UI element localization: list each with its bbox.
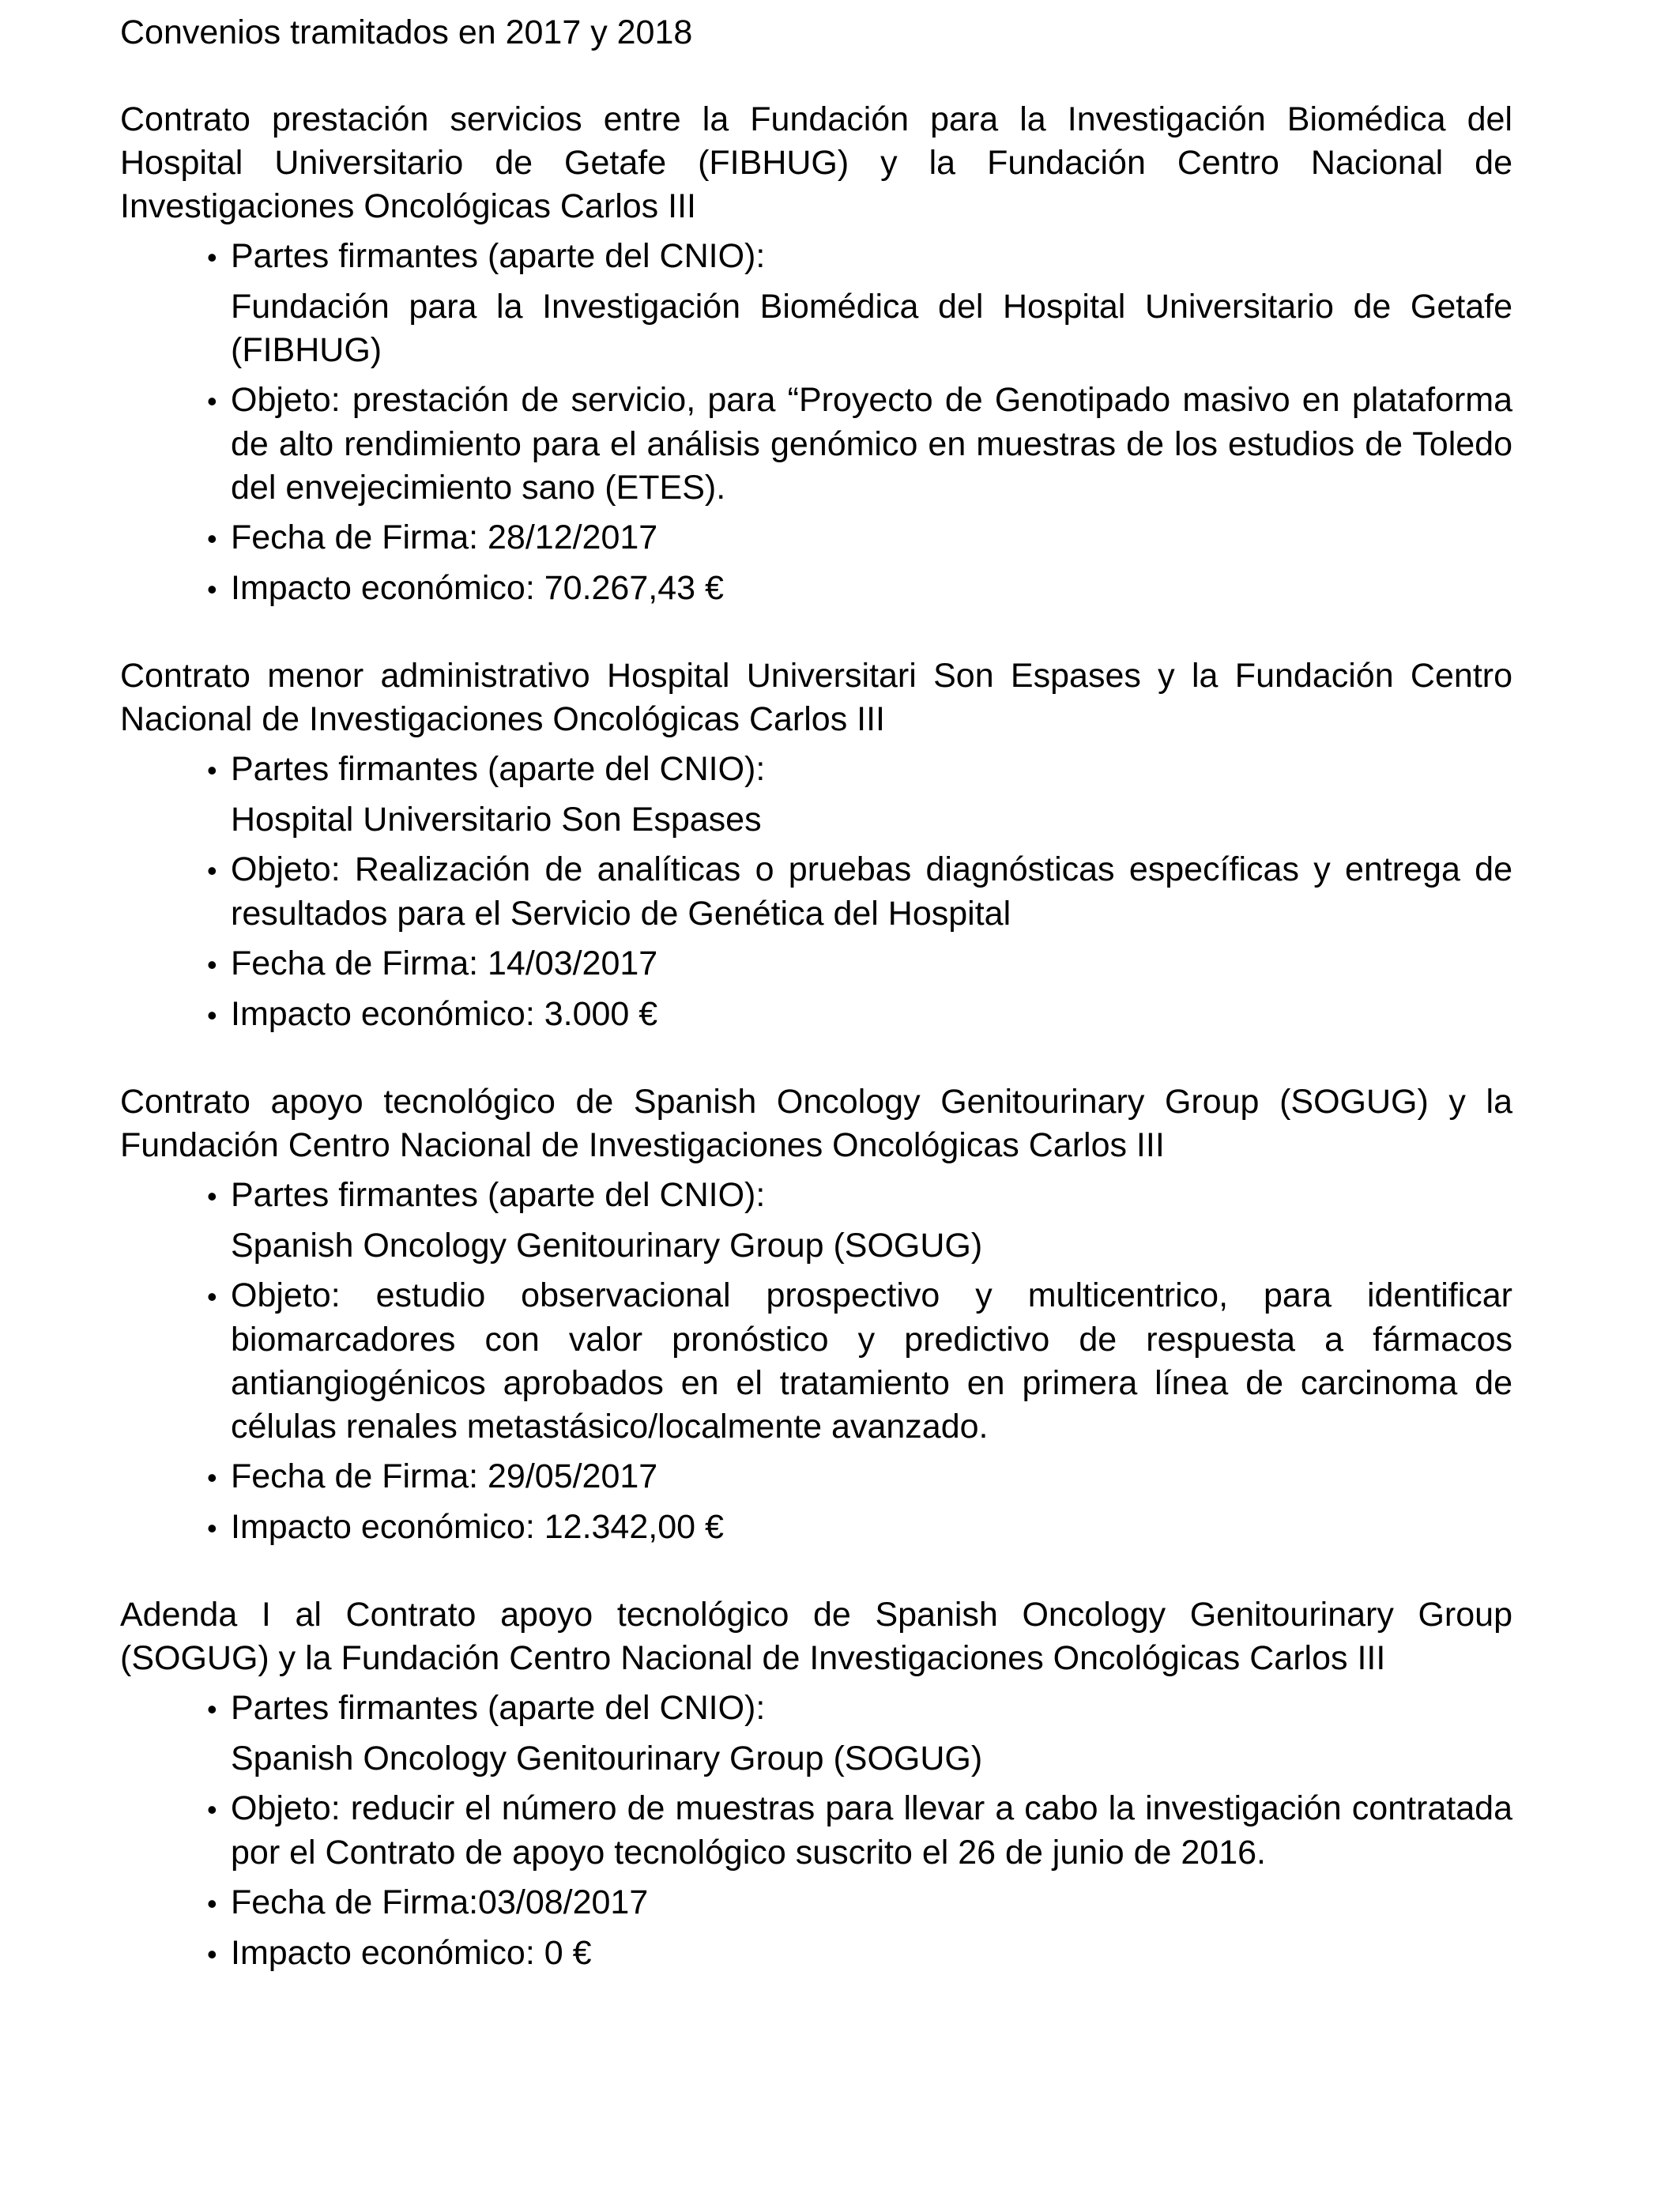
contract-heading: Contrato apoyo tecnológico de Spanish Oncology Genitourinary Group (SOGUG) y la Fundación Centro Nacional de Investigaciones Oncológicas Carlos III bbox=[120, 1083, 1512, 1164]
bullet-icon: • bbox=[207, 241, 217, 273]
bullet-icon: • bbox=[207, 1461, 217, 1494]
bullet-icon: • bbox=[207, 573, 217, 605]
date-item bbox=[120, 942, 1512, 986]
bullet-icon: • bbox=[207, 854, 217, 887]
object-text: Objeto: prestación de servicio, para “Proyecto de Genotipado masivo en plataforma de alto rendimiento para el análisis genómico en muestras de los estudios de Toledo del envejecimiento sano (ETES). bbox=[231, 381, 1512, 507]
signature-date: Fecha de Firma: 28/12/2017 bbox=[231, 518, 658, 556]
bullet-icon: • bbox=[207, 1887, 217, 1920]
contract-details-list bbox=[120, 1787, 1512, 1976]
contract-heading: Contrato menor administrativo Hospital Universitari Son Espases y la Fundación Centro Nacional de Investigaciones Oncológicas Carlos III bbox=[120, 657, 1512, 738]
economic-impact: Impacto económico: 12.342,00 € bbox=[231, 1508, 724, 1546]
contract-details-list bbox=[120, 748, 1512, 792]
parties-label: Partes firmantes (aparte del CNIO): bbox=[231, 1176, 766, 1214]
contract-section bbox=[120, 1593, 1512, 1976]
contract-heading: Adenda I al Contrato apoyo tecnológico de Spanish Oncology Genitourinary Group (SOGUG) y la Fundación Centro Nacional de Investigaciones Oncológicas Carlos III bbox=[120, 1596, 1512, 1677]
bullet-icon: • bbox=[207, 948, 217, 981]
contract-details-list bbox=[120, 1174, 1512, 1218]
document-title: Convenios tramitados en 2017 y 2018 bbox=[120, 13, 693, 51]
parties-item bbox=[120, 1174, 1512, 1218]
parties-label: Partes firmantes (aparte del CNIO): bbox=[231, 1689, 766, 1727]
bullet-icon: • bbox=[207, 1512, 217, 1544]
impact-item bbox=[120, 993, 1512, 1037]
parties-item bbox=[120, 748, 1512, 792]
date-item bbox=[120, 516, 1512, 560]
parties-item bbox=[120, 1687, 1512, 1731]
object-item bbox=[120, 848, 1512, 936]
economic-impact: Impacto económico: 0 € bbox=[231, 1934, 592, 1972]
parties-value: Spanish Oncology Genitourinary Group (SOGUG) bbox=[231, 1227, 983, 1265]
contract-details-list bbox=[120, 848, 1512, 1037]
object-item bbox=[120, 1274, 1512, 1449]
parties-label: Partes firmantes (aparte del CNIO): bbox=[231, 750, 766, 788]
bullet-icon: • bbox=[207, 1693, 217, 1725]
signature-date: Fecha de Firma: 29/05/2017 bbox=[231, 1457, 658, 1495]
contract-section bbox=[120, 98, 1512, 611]
contract-section bbox=[120, 654, 1512, 1037]
contract-section bbox=[120, 1080, 1512, 1550]
parties-value: Hospital Universitario Son Espases bbox=[231, 801, 762, 839]
contract-details-list bbox=[120, 1274, 1512, 1550]
signature-date: Fecha de Firma: 14/03/2017 bbox=[231, 944, 658, 982]
object-text: Objeto: estudio observacional prospectivo y multicentrico, para identificar biomarcadores con valor pronóstico y predictivo de respuesta a fármacos antiangiogénicos aprobados en el tratamiento en primera línea de carcinoma de células renales metastásico/localmente avanzado. bbox=[231, 1276, 1512, 1446]
document-page bbox=[120, 11, 1512, 2019]
date-item bbox=[120, 1455, 1512, 1499]
contract-details-list bbox=[120, 1687, 1512, 1731]
parties-value: Spanish Oncology Genitourinary Group (SOGUG) bbox=[231, 1740, 983, 1777]
economic-impact: Impacto económico: 3.000 € bbox=[231, 995, 658, 1033]
bullet-icon: • bbox=[207, 522, 217, 555]
contract-heading: Contrato prestación servicios entre la Fundación para la Investigación Biomédica del Hospital Universitario de Getafe (FIBHUG) y la Fundación Centro Nacional de Investigaciones Oncológicas Carlos III bbox=[120, 100, 1512, 225]
impact-item bbox=[120, 567, 1512, 611]
date-item bbox=[120, 1881, 1512, 1925]
bullet-icon: • bbox=[207, 999, 217, 1031]
object-text: Objeto: Realización de analíticas o pruebas diagnósticas específicas y entrega de resultados para el Servicio de Genética del Hospital bbox=[231, 850, 1512, 933]
bullet-icon: • bbox=[207, 1280, 217, 1313]
parties-label: Partes firmantes (aparte del CNIO): bbox=[231, 237, 766, 275]
bullet-icon: • bbox=[207, 754, 217, 786]
bullet-icon: • bbox=[207, 1180, 217, 1212]
object-text: Objeto: reducir el número de muestras para llevar a cabo la investigación contratada por el Contrato de apoyo tecnológico suscrito el 26 de junio de 2016. bbox=[231, 1789, 1512, 1872]
economic-impact: Impacto económico: 70.267,43 € bbox=[231, 569, 724, 607]
parties-value: Fundación para la Investigación Biomédica del Hospital Universitario de Getafe (FIBHUG) bbox=[231, 288, 1512, 369]
bullet-icon: • bbox=[207, 385, 217, 417]
object-item bbox=[120, 1787, 1512, 1875]
bullet-icon: • bbox=[207, 1793, 217, 1826]
signature-date: Fecha de Firma:03/08/2017 bbox=[231, 1883, 649, 1921]
bullet-icon: • bbox=[207, 1938, 217, 1970]
impact-item bbox=[120, 1932, 1512, 1976]
contract-details-list bbox=[120, 235, 1512, 279]
object-item bbox=[120, 379, 1512, 510]
impact-item bbox=[120, 1506, 1512, 1550]
contract-details-list bbox=[120, 379, 1512, 611]
parties-item bbox=[120, 235, 1512, 279]
